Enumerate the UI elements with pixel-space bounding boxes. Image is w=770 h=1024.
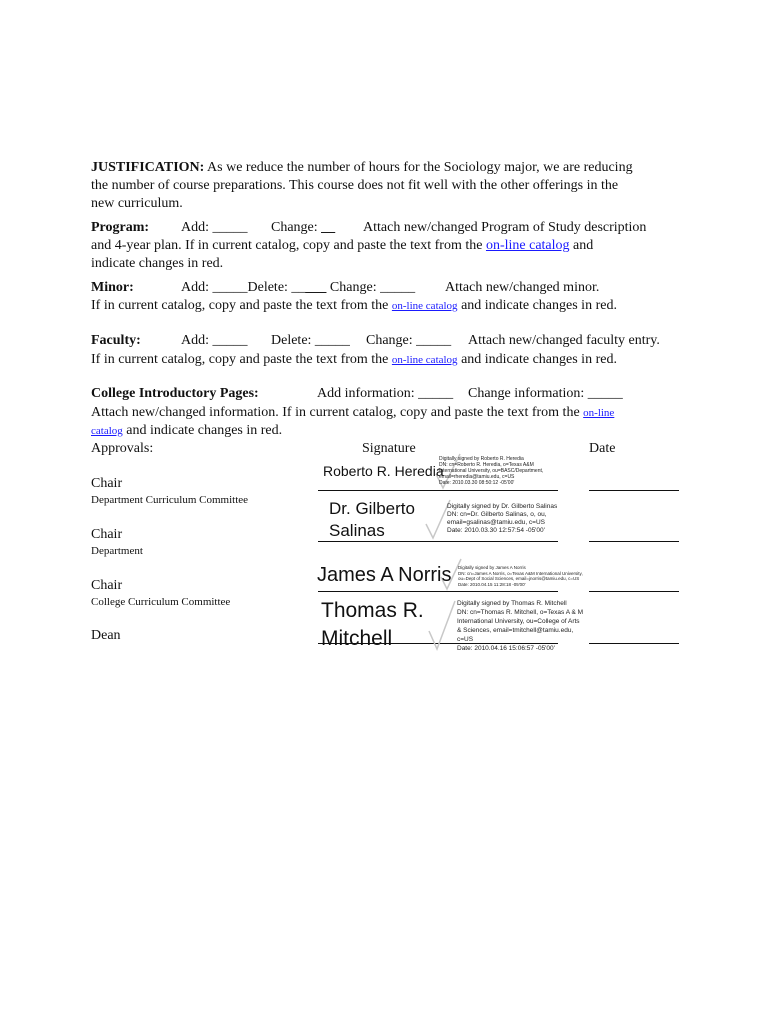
minor-attach: Attach new/changed minor. — [445, 280, 600, 295]
justification-line-2: the number of course preparations. This course does not fit well with the other offerings in the — [91, 178, 619, 193]
row1-signature-details — [439, 456, 543, 486]
row2-signer-name — [329, 498, 415, 542]
row4-role: Dean — [91, 628, 121, 643]
minor-line-2-post: and indicate changes in red. — [457, 298, 617, 313]
row2-detail-4: Date: 2010.03.30 12:57:54 -05'00' — [447, 527, 545, 534]
row4-digital-signature[interactable] — [318, 597, 588, 653]
row4-signer-line-1: Thomas R. — [321, 599, 424, 622]
faculty-line-2 — [91, 351, 617, 369]
row4-signer-line-2: Mitchell — [321, 627, 393, 650]
row3-detail-2: DN: cn=James A Norris, o=Texas A&M International University, — [458, 570, 583, 576]
faculty-attach: Attach new/changed faculty entry. — [468, 333, 660, 348]
row2-signer-line-2: Salinas — [329, 521, 385, 540]
signature-check-icon — [426, 599, 458, 653]
row4-signature-details — [457, 599, 583, 653]
justification-text-1: As we reduce the number of hours for the Sociology major, we are reducing — [204, 160, 633, 175]
row3-signer-name: James A Norris — [317, 564, 452, 586]
row1-date-line — [589, 490, 679, 491]
row2-detail-1: Digitally signed by Dr. Gilberto Salinas — [447, 503, 558, 510]
faculty-add: Add: _____ — [181, 333, 248, 348]
row2-role: Chair — [91, 527, 123, 542]
row4-date-line — [589, 643, 679, 644]
row3-detail-1: Digitally signed by James A Norris — [458, 565, 526, 570]
college-label — [91, 385, 259, 403]
justification-line-3: new curriculum. — [91, 196, 183, 211]
row3-signature-details — [458, 565, 583, 587]
minor-line-2 — [91, 297, 617, 315]
row3-detail-4: Date: 2010.04.15 11:28:18 -05'00' — [458, 581, 526, 587]
college-line-2 — [91, 404, 614, 422]
justification-line-1 — [91, 159, 633, 177]
program-line-2-text: and 4-year plan. If in current catalog, copy and paste the text from the — [91, 238, 486, 253]
row3-role: Chair — [91, 578, 123, 593]
minor-change: Change: _____ — [326, 280, 416, 295]
row1-detail-4: email=rheredia@tamiu.edu, c=US — [439, 474, 515, 480]
college-catalog-link-1[interactable]: on-line — [583, 407, 615, 419]
faculty-line-2-text: If in current catalog, copy and paste the text from the — [91, 352, 392, 367]
row4-detail-3: International University, ou=College of Arts — [457, 618, 580, 625]
row1-signer-name: Roberto R. Heredia — [323, 463, 444, 479]
row2-detail-2: DN: cn=Dr. Gilberto Salinas, o, ou, — [447, 511, 547, 518]
program-catalog-link[interactable]: on-line catalog — [485, 238, 570, 253]
row4-signer-name — [321, 597, 424, 653]
row2-date-line — [589, 541, 679, 542]
faculty-label — [91, 332, 141, 350]
approvals-label: Approvals: — [91, 441, 154, 456]
signature-header: Signature — [362, 441, 416, 456]
program-attach: Attach new/changed Program of Study description — [363, 220, 647, 235]
college-line-3-post: and indicate changes in red. — [122, 423, 283, 438]
row1-detail-1: Digitally signed by Roberto R. Heredia — [439, 456, 524, 462]
faculty-line-2-post: and indicate changes in red. — [457, 352, 617, 367]
minor-add-delete-text: Add: _____Delete: __ — [181, 280, 306, 295]
row4-detail-5: c=US — [457, 636, 474, 643]
row2-detail-3: email=gsalinas@tamiu.edu, c=US — [447, 519, 546, 526]
row1-role: Chair — [91, 476, 123, 491]
row2-digital-signature[interactable] — [318, 496, 558, 541]
faculty-change: Change: _____ — [366, 333, 452, 348]
row1-detail-3: International University, ou=BASC/Department, — [439, 468, 544, 474]
program-line-2 — [91, 237, 593, 255]
college-catalog-link-2[interactable]: catalog — [91, 425, 123, 437]
minor-label — [91, 279, 134, 297]
row1-unit: Department Curriculum Committee — [91, 494, 249, 506]
college-label-text: College Introductory Pages: — [91, 386, 259, 401]
row2-signature-details — [447, 503, 557, 535]
justification-label: JUSTIFICATION: — [91, 160, 205, 175]
college-line-3 — [91, 422, 282, 440]
row2-unit: Department — [91, 545, 143, 557]
row3-digital-signature[interactable] — [316, 557, 588, 591]
program-change-text: Change: — [271, 220, 322, 235]
program-line-2-post: and — [569, 238, 594, 253]
faculty-delete: Delete: _____ — [271, 333, 350, 348]
college-change: Change information: _____ — [468, 386, 623, 401]
program-add: Add: _____ — [181, 220, 248, 235]
row4-detail-4: & Sciences, email=tmitchell@tamiu.edu, — [457, 627, 574, 634]
row4-detail-6: Date: 2010.04.16 15:06:57 -05'00' — [457, 645, 555, 652]
row1-detail-5: Date: 2010.03.30 08:50:12 -05'00' — [439, 480, 515, 486]
program-change — [271, 219, 335, 237]
row4-detail-2: DN: cn=Thomas R. Mitchell, o=Texas A & M — [457, 609, 584, 616]
row1-detail-2: DN: cn=Roberto R. Heredia, o=Texas A&M — [439, 462, 534, 468]
date-header: Date — [589, 441, 616, 456]
row3-unit: College Curriculum Committee — [91, 596, 231, 608]
minor-line-2-text: If in current catalog, copy and paste the text from the — [91, 298, 392, 313]
faculty-label-text: Faculty: — [91, 333, 141, 348]
row3-detail-3: ou=Dept of Social Sciences, email=jnorris@tamiu.edu, c=US — [458, 576, 580, 581]
minor-delete-blank: ___ — [305, 280, 327, 295]
program-line-3: indicate changes in red. — [91, 256, 224, 271]
row3-date-line — [589, 591, 679, 592]
row4-detail-1: Digitally signed by Thomas R. Mitchell — [457, 600, 567, 607]
college-line-2-text: Attach new/changed information. If in current catalog, copy and paste the text from the — [91, 405, 584, 420]
minor-add-delete — [181, 279, 415, 297]
college-add: Add information: _____ — [317, 386, 454, 401]
program-label — [91, 219, 149, 237]
program-label-text: Program: — [91, 220, 150, 235]
minor-label-text: Minor: — [91, 280, 134, 295]
minor-catalog-link[interactable]: on-line catalog — [391, 300, 458, 312]
program-change-blank: __ — [321, 220, 336, 235]
row2-signer-line-1: Dr. Gilberto — [329, 499, 415, 518]
row1-digital-signature[interactable] — [318, 452, 558, 490]
faculty-catalog-link[interactable]: on-line catalog — [391, 354, 458, 366]
